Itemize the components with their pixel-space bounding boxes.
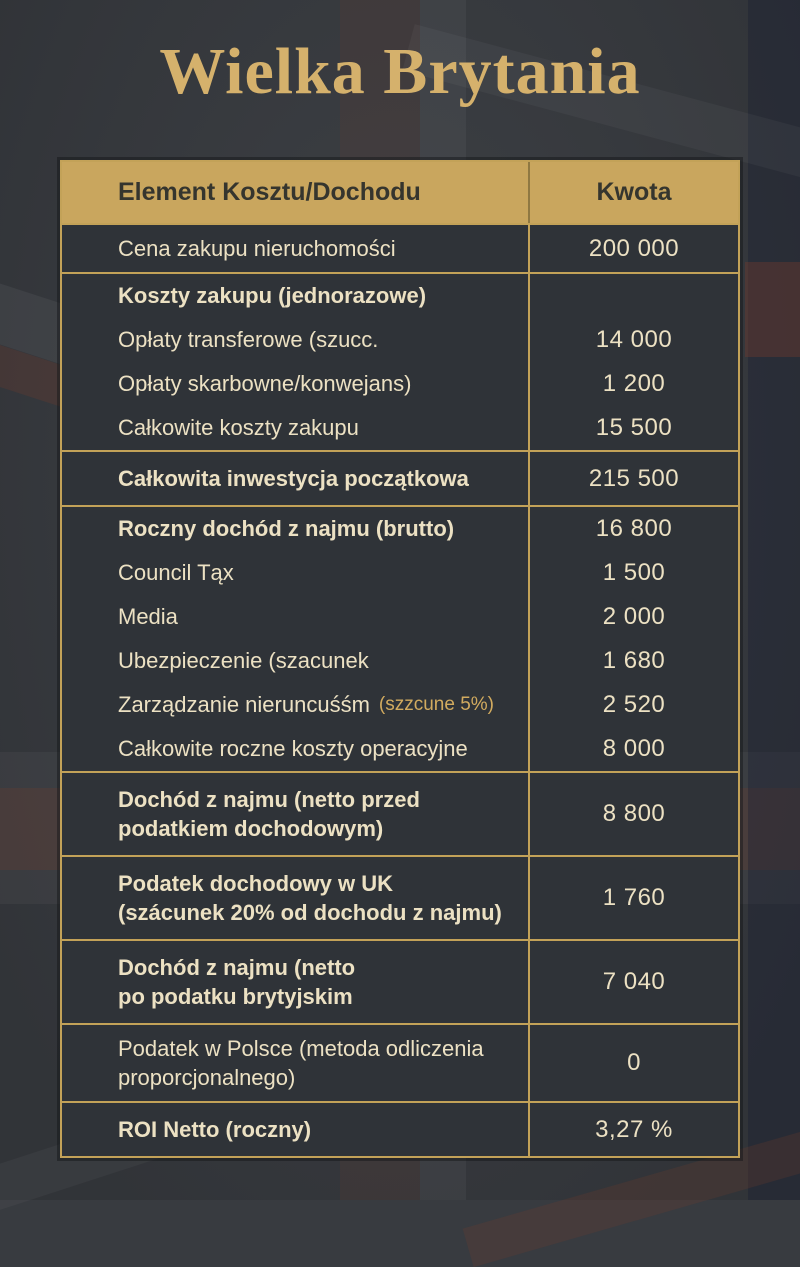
row-label (62, 941, 528, 1023)
table-row (62, 1023, 738, 1101)
row-value: 1 200 (528, 362, 738, 406)
group-item-line (62, 639, 738, 683)
table-body (62, 223, 738, 1156)
row-label-text: Dochód z najmu (netto przed podatkiem dochodowym) (118, 787, 420, 841)
row-label-text: Opłaty transferowe (szucc. (118, 327, 379, 352)
row-value: 8 800 (528, 773, 738, 855)
group-item-line (62, 683, 738, 727)
cost-table (60, 160, 740, 1158)
row-label (62, 406, 528, 450)
row-value: 2 000 (528, 595, 738, 639)
row-value (528, 274, 738, 318)
table-row (62, 223, 738, 272)
row-label-text: Dochód z najmu (netto po podatku brytyjskim (118, 955, 356, 1009)
table-row (62, 771, 738, 855)
group-item-line (62, 406, 738, 450)
row-value: 2 520 (528, 683, 738, 727)
row-label (62, 452, 528, 505)
row-label-text: Roczny dochód z najmu (brutto) (118, 516, 455, 541)
row-value: 8 000 (528, 727, 738, 771)
row-value: 0 (528, 1025, 738, 1101)
row-label (62, 683, 528, 727)
table-row (62, 939, 738, 1023)
row-label-text: Całkowite koszty zakupu (118, 415, 359, 440)
group-header-line (62, 507, 738, 551)
table-header-row (62, 162, 738, 223)
row-label (62, 639, 528, 683)
row-label-text: Całkowite roczne koszty operacyjne (118, 736, 468, 761)
row-label-text: Cena zakupu nieruchomości (118, 236, 396, 261)
row-label-text: Podatek w Polsce (metoda odliczenia proporcjonalnego) (118, 1036, 484, 1090)
row-label-text: ROI Netto (roczny) (118, 1117, 312, 1142)
row-note: (szzcune 5%) (378, 694, 495, 715)
row-value: 3,27 % (528, 1103, 738, 1156)
row-label (62, 318, 528, 362)
row-label-text: Council Tąx (118, 560, 234, 585)
row-value: 1 500 (528, 551, 738, 595)
table-row (62, 1101, 738, 1156)
row-label (62, 362, 528, 406)
row-label (62, 773, 528, 855)
row-label-text: Podatek dochodowy w UK (szácunek 20% od dochodu z najmu) (118, 871, 502, 925)
row-value: 16 800 (528, 507, 738, 551)
row-label-text: Opłaty skarbowne/konwejans) (118, 371, 412, 396)
group-item-line (62, 362, 738, 406)
row-label-text: Całkowita inwestycja początkowa (118, 466, 469, 491)
row-value: 7 040 (528, 941, 738, 1023)
group-item-line (62, 318, 738, 362)
page-title: Wielka Brytania (159, 35, 641, 108)
column-header-kwota: Kwota (528, 162, 738, 223)
row-value: 200 000 (528, 225, 738, 272)
row-value: 215 500 (528, 452, 738, 505)
table-row-group (62, 272, 738, 450)
row-label-text: Ubezpieczenie (szacunek (118, 648, 369, 673)
group-header-label (62, 274, 528, 318)
row-value: 1 760 (528, 857, 738, 939)
table-row-group (62, 505, 738, 771)
group-header-line (62, 274, 738, 318)
table-row (62, 450, 738, 505)
row-value: 1 680 (528, 639, 738, 683)
table-row (62, 855, 738, 939)
group-header-label (62, 507, 528, 551)
row-label (62, 857, 528, 939)
group-item-line (62, 551, 738, 595)
row-label (62, 1103, 528, 1156)
union-jack-right-navy-band (748, 0, 800, 1200)
row-label (62, 225, 528, 272)
row-value: 14 000 (528, 318, 738, 362)
group-item-line (62, 595, 738, 639)
row-label (62, 595, 528, 639)
row-label (62, 551, 528, 595)
row-label-text: Zarządzanie nieruncuśśm (118, 692, 370, 717)
row-label (62, 727, 528, 771)
column-header-element: Element Kosztu/Dochodu (118, 178, 421, 206)
row-label-text: Media (118, 604, 178, 629)
group-item-line (62, 727, 738, 771)
union-jack-right-red-band (745, 262, 800, 357)
row-label (62, 1025, 528, 1101)
row-label-text: Koszty zakupu (jednorazowe) (118, 283, 427, 308)
row-value: 15 500 (528, 406, 738, 450)
